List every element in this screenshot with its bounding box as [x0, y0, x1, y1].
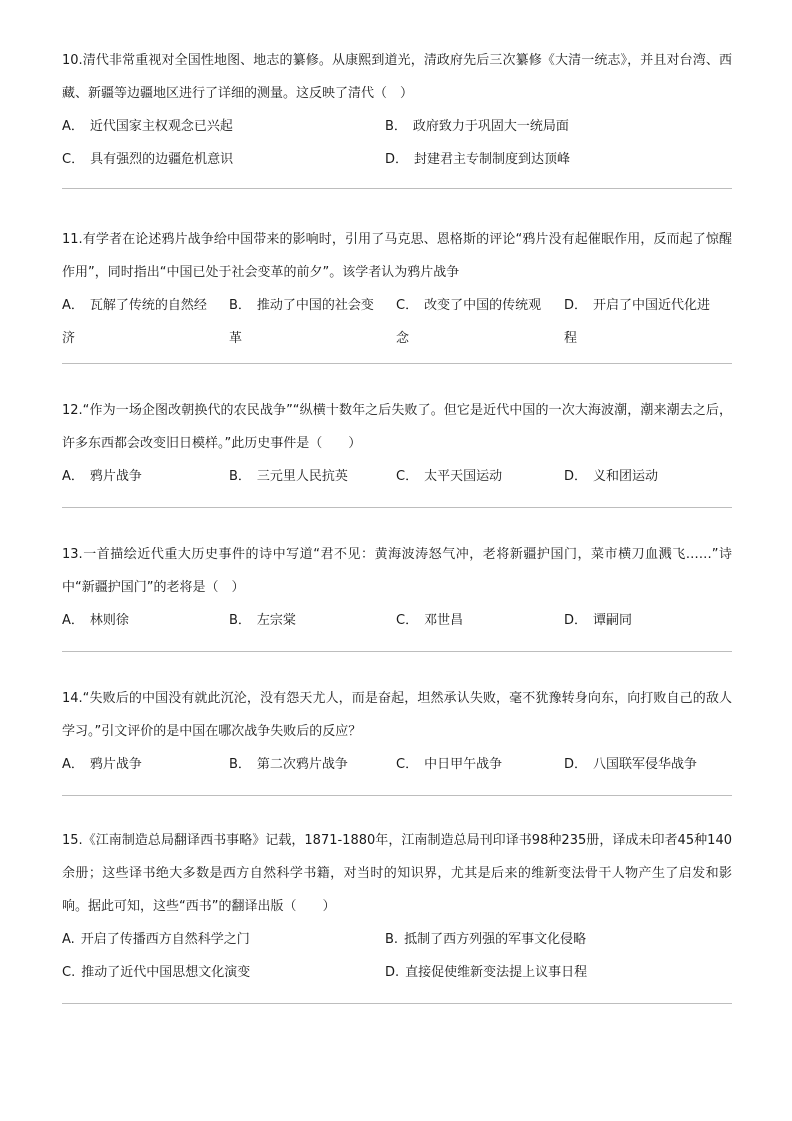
question-11 — [62, 223, 732, 355]
options-group — [62, 110, 732, 176]
option-text: 太平天国运动 — [424, 469, 503, 484]
option-letter: A． — [62, 298, 84, 313]
option-d[interactable] — [564, 748, 732, 781]
option-letter: D． — [385, 152, 409, 167]
option-letter: A． — [62, 757, 84, 772]
option-text: 谭嗣同 — [593, 613, 633, 628]
option-a[interactable] — [62, 460, 229, 493]
question-stem: 12.“作为一场企图改朝换代的农民战争”“纵横十数年之后失败了。但它是近代中国的一次大海波潮，潮来潮去之后，许多东西都会改变旧日模样。”此历史事件是（ ） — [62, 403, 732, 451]
option-text: 中日甲午战争 — [424, 757, 503, 772]
option-text: 抵制了西方列强的军事文化侵略 — [404, 932, 587, 947]
option-letter: D． — [564, 613, 588, 628]
option-a[interactable] — [62, 604, 229, 637]
option-letter: D. — [385, 965, 400, 980]
option-letter: A. — [62, 932, 75, 947]
option-letter: D． — [564, 298, 588, 313]
question-divider — [62, 651, 732, 652]
option-letter: D． — [564, 757, 588, 772]
options-group — [62, 289, 732, 355]
question-13 — [62, 538, 732, 637]
option-text: 推动了中国的社会变革 — [229, 298, 374, 346]
option-b[interactable] — [229, 748, 396, 781]
option-a[interactable] — [62, 110, 385, 143]
option-b[interactable] — [229, 460, 396, 493]
option-d[interactable] — [385, 143, 732, 176]
option-text: 改变了中国的传统观念 — [396, 298, 542, 346]
option-text: 鸦片战争 — [89, 469, 142, 484]
option-d[interactable] — [564, 289, 732, 355]
question-divider — [62, 795, 732, 796]
option-letter: B． — [229, 613, 251, 628]
option-text: 左宗棠 — [256, 613, 296, 628]
option-text: 林则徐 — [89, 613, 129, 628]
option-letter: C． — [396, 757, 419, 772]
option-letter: C． — [396, 613, 419, 628]
option-text: 邓世昌 — [424, 613, 464, 628]
option-letter: C． — [62, 152, 85, 167]
option-b[interactable] — [229, 604, 396, 637]
question-stem: 14.“失败后的中国没有就此沉沦，没有怨天尤人，而是奋起，坦然承认失败，毫不犹豫转身向东，向打败自己的敌人学习。”引文评价的是中国在哪次战争失败后的反应？ — [62, 691, 732, 739]
question-divider — [62, 188, 732, 189]
question-divider — [62, 363, 732, 364]
question-stem: 13.一首描绘近代重大历史事件的诗中写道“君不见：黄海波涛怒气冲，老将新疆护国门，菜市横刀血溅飞……”诗中“新疆护国门”的老将是（ ） — [62, 547, 732, 595]
options-group — [62, 604, 732, 637]
options-group — [62, 460, 732, 493]
option-letter: B． — [229, 469, 251, 484]
option-letter: A． — [62, 119, 84, 134]
question-divider — [62, 507, 732, 508]
option-text: 政府致力于巩固大一统局面 — [412, 119, 569, 134]
options-group — [62, 923, 732, 989]
question-stem: 11.有学者在论述鸦片战争给中国带来的影响时，引用了马克思、恩格斯的评论“鸦片没有起催眠作用，反而起了惊醒作用”，同时指出“中国已处于社会变革的前夕”。该学者认为鸦片战争 — [62, 232, 732, 280]
option-text: 义和团运动 — [593, 469, 659, 484]
option-c[interactable] — [396, 748, 564, 781]
option-d[interactable] — [564, 460, 732, 493]
option-c[interactable] — [396, 289, 564, 355]
option-text: 第二次鸦片战争 — [256, 757, 348, 772]
option-letter: B． — [385, 119, 407, 134]
options-group — [62, 748, 732, 781]
option-text: 开启了中国近代化进程 — [564, 298, 711, 346]
question-divider — [62, 1003, 732, 1004]
option-d[interactable] — [564, 604, 732, 637]
question-10 — [62, 44, 732, 176]
option-a[interactable] — [62, 748, 229, 781]
option-text: 近代国家主权观念已兴起 — [89, 119, 233, 134]
option-text: 推动了近代中国思想文化演变 — [81, 965, 251, 980]
option-text: 封建君主专制制度到达顶峰 — [414, 152, 571, 167]
question-stem: 10.清代非常重视对全国性地图、地志的纂修。从康熙到道光，清政府先后三次纂修《大清一统志》，并且对台湾、西藏、新疆等边疆地区进行了详细的测量。这反映了清代（ ） — [62, 53, 732, 101]
option-text: 具有强烈的边疆危机意识 — [90, 152, 234, 167]
question-14 — [62, 682, 732, 781]
option-text: 开启了传播西方自然科学之门 — [80, 932, 250, 947]
option-c[interactable] — [62, 143, 385, 176]
option-letter: A． — [62, 469, 84, 484]
option-letter: C． — [396, 298, 419, 313]
option-text: 八国联军侵华战争 — [593, 757, 698, 772]
option-text: 鸦片战争 — [89, 757, 142, 772]
option-d[interactable] — [385, 956, 732, 989]
option-text: 直接促使维新变法提上议事日程 — [405, 965, 588, 980]
option-letter: C. — [62, 965, 76, 980]
option-text: 三元里人民抗英 — [256, 469, 348, 484]
question-15 — [62, 824, 732, 989]
question-stem: 15.《江南制造总局翻译西书事略》记载，1871-1880年，江南制造总局刊印译书98种235册，译成未印者45种140余册；这些译书绝大多数是西方自然科学书籍，对当时的知识界，尤其是后来的维新变法骨干人物产生了启发和影响。据此可知，这些“西书”的翻译出版（ ） — [62, 833, 732, 914]
question-12 — [62, 394, 732, 493]
option-letter: D． — [564, 469, 588, 484]
option-letter: B. — [385, 932, 399, 947]
option-a[interactable] — [62, 923, 385, 956]
option-letter: C． — [396, 469, 419, 484]
option-b[interactable] — [229, 289, 396, 355]
option-letter: B． — [229, 757, 251, 772]
exam-page — [62, 44, 732, 1004]
option-c[interactable] — [62, 956, 385, 989]
option-c[interactable] — [396, 460, 564, 493]
option-b[interactable] — [385, 110, 732, 143]
option-text: 瓦解了传统的自然经济 — [62, 298, 207, 346]
option-letter: A． — [62, 613, 84, 628]
option-b[interactable] — [385, 923, 732, 956]
option-a[interactable] — [62, 289, 229, 355]
option-letter: B． — [229, 298, 251, 313]
option-c[interactable] — [396, 604, 564, 637]
